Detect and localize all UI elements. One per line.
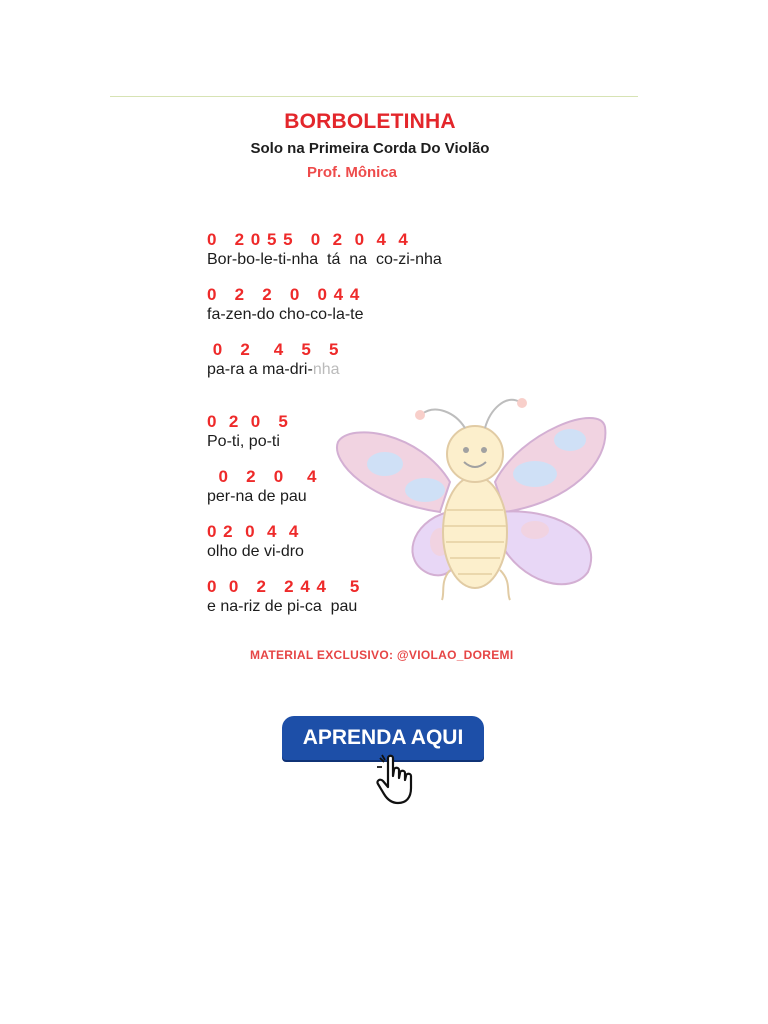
top-divider <box>110 96 638 97</box>
verse-notes: 0 2 0 4 <box>207 467 318 486</box>
pointing-hand-icon <box>376 754 422 806</box>
cta-area <box>282 716 486 808</box>
song-title: BORBOLETINHA <box>284 110 456 133</box>
verse-lyric: Bor-bo-le-ti-nha tá na co-zi-nha <box>207 251 442 268</box>
verse-lyric <box>207 360 340 380</box>
verse <box>207 577 360 617</box>
verse-lyric-faded: nha <box>312 361 340 378</box>
verse <box>207 467 318 507</box>
verse-notes: 0 2 4 5 5 <box>207 340 340 359</box>
author-name: Prof. Mônica <box>307 164 398 181</box>
verse-notes: 0 2 0 5 <box>207 412 289 431</box>
verse <box>207 412 289 452</box>
butterfly-icon <box>330 392 610 610</box>
verse <box>207 230 442 270</box>
verse <box>207 285 364 325</box>
song-subtitle: Solo na Primeira Corda Do Violão <box>250 140 490 157</box>
verse-lyric: per-na de pau <box>207 488 307 505</box>
verse-lyric: Po-ti, po-ti <box>207 433 280 450</box>
verse-notes: 0 2 0 4 4 <box>207 522 300 541</box>
learn-here-button[interactable]: APRENDA AQUI <box>282 716 484 760</box>
verse-notes: 0 0 2 2 4 4 5 <box>207 577 361 596</box>
verse <box>207 340 340 380</box>
verse-lyric: fa-zen-do cho-co-la-te <box>207 306 364 323</box>
verse <box>207 522 304 562</box>
verse-notes: 0 2 2 0 0 4 4 <box>207 285 361 304</box>
exclusive-material-note: MATERIAL EXCLUSIVO: @VIOLAO_DOREMI <box>250 648 514 662</box>
verse-lyric: olho de vi-dro <box>207 543 304 560</box>
verse-lyric: e na-riz de pi-ca pau <box>207 598 358 615</box>
verse-lyric-main: pa-ra a ma-dri- <box>207 361 313 378</box>
verse-notes: 0 2 0 5 5 0 2 0 4 4 <box>207 230 409 249</box>
